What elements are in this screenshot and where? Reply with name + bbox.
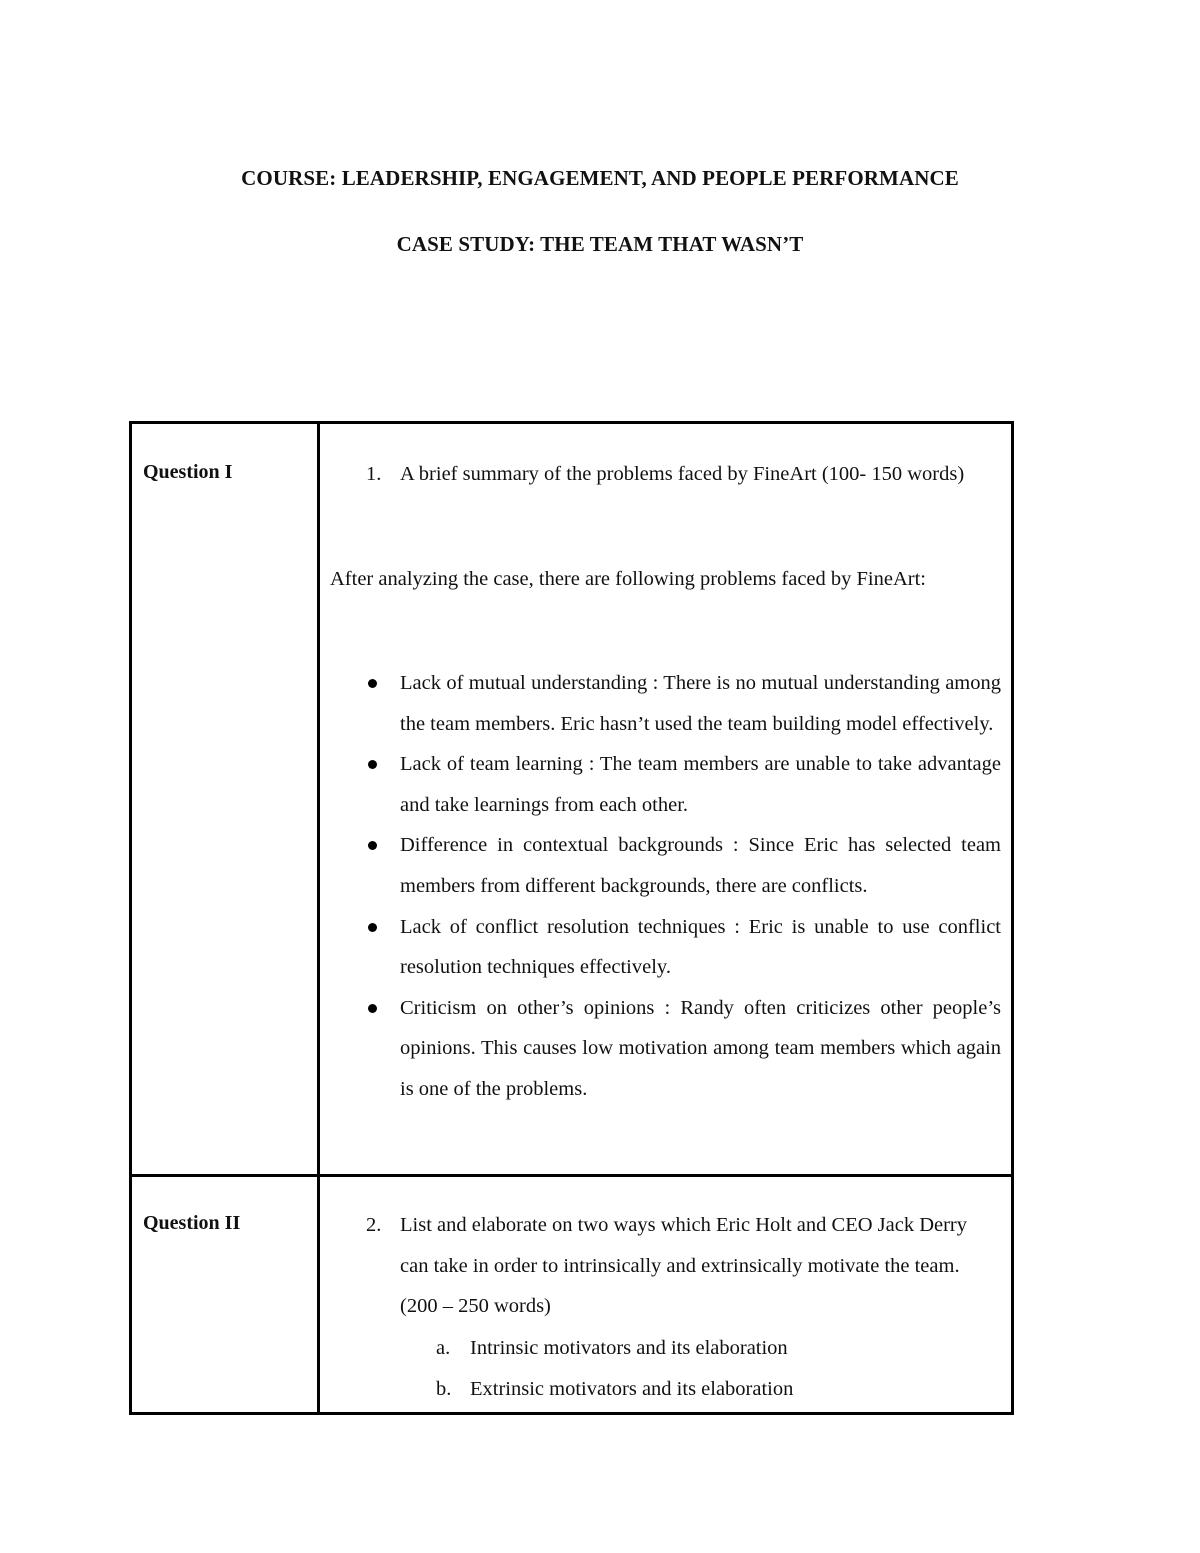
table-row [132,1174,1011,1412]
bullet-icon [368,679,377,688]
question-number: 1. [366,463,382,485]
question-label-cell [132,424,320,1174]
question-label-cell [132,1177,320,1412]
bullet-icon [368,923,377,932]
bullet-icon [368,841,377,850]
bullet-icon [368,1004,377,1013]
question-prompt [366,454,1001,495]
question-label: Question I [143,461,233,483]
questions-table [129,421,1014,1415]
sub-item-text: Extrinsic motivators and its elaboration [470,1377,794,1400]
sub-item-letter: a. [436,1337,451,1359]
list-item [400,663,1001,744]
list-item-text: Lack of conflict resolution techniques : Eric is unable to use conflict resolution techniques effectively. [400,915,1001,979]
question-prompt [366,1205,991,1327]
sub-question-list [436,1328,1001,1409]
list-item [436,1328,1001,1369]
answer-intro: After analyzing the case, there are following problems faced by FineArt: [330,568,926,590]
question-label: Question II [143,1212,241,1234]
list-item-text: Criticism on other’s opinions : Randy often criticizes other people’s opinions. This causes low motivation among team members which again is one of the problems. [400,996,1001,1100]
sub-item-letter: b. [436,1377,452,1400]
problem-list [400,663,1001,1110]
list-item-text: Difference in contextual backgrounds : Since Eric has selected team members from different backgrounds, there are conflicts. [400,834,1001,897]
sub-item-text: Intrinsic motivators and its elaboration [470,1337,788,1359]
answer-cell [320,1177,1011,1412]
bullet-icon [368,760,377,769]
list-item-text: Lack of team learning : The team members are unable to take advantage and take learnings from each other. [400,753,1001,816]
question-number: 2. [366,1214,382,1236]
list-item [436,1369,1001,1410]
question-prompt-text: A brief summary of the problems faced by FineArt (100- 150 words) [400,463,965,485]
list-item [400,988,1001,1110]
list-item [400,825,1001,906]
list-item-text: Lack of mutual understanding : There is no mutual understanding among the team members. Eric hasn’t used the team building model effectively. [400,672,1001,735]
case-study-title: CASE STUDY: THE TEAM THAT WASN’T [396,232,804,256]
question-prompt-text: List and elaborate on two ways which Eric Holt and CEO Jack Derry can take in order to intrinsically and extrinsically motivate the team. (200 – 250 words) [400,1214,968,1318]
course-title: COURSE: LEADERSHIP, ENGAGEMENT, AND PEOPLE PERFORMANCE [241,166,959,190]
list-item [400,744,1001,825]
answer-cell [320,424,1011,1174]
list-item [400,907,1001,988]
table-row [132,424,1011,1174]
